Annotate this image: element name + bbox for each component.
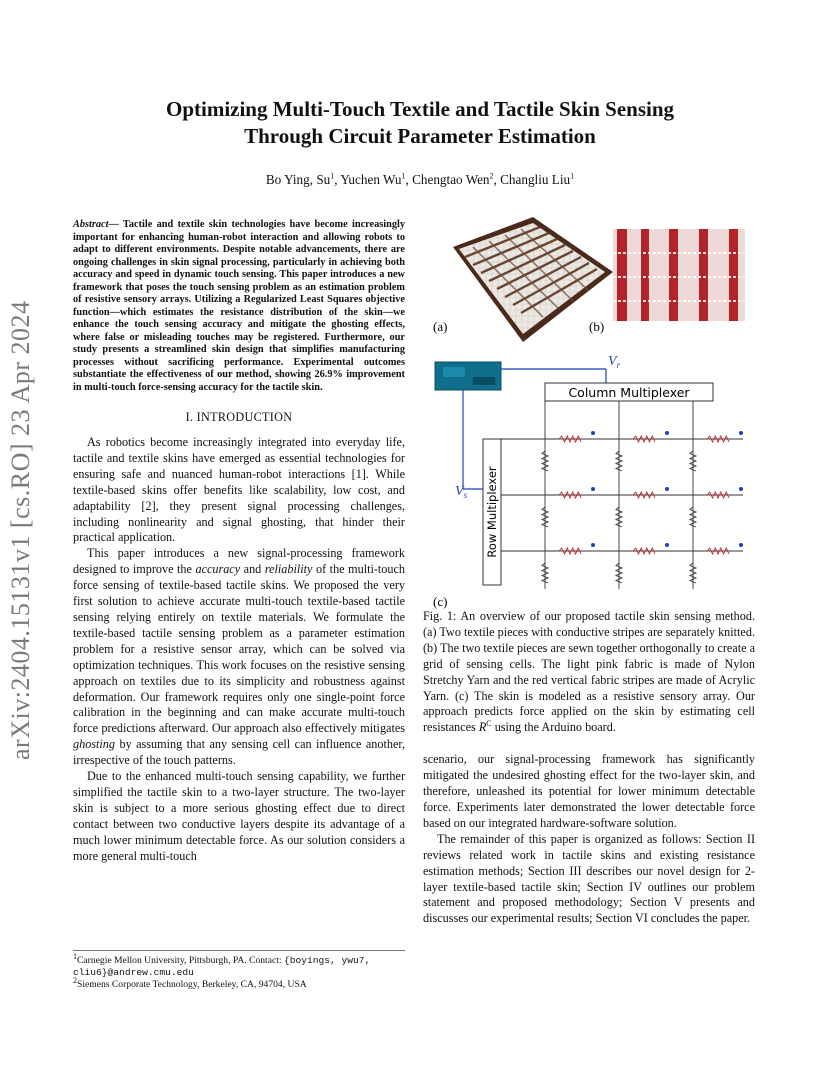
footnote-2: $^2$Siemens Corporate Technology, Berkeley, CA, 94704, USA <box>73 975 307 990</box>
node-dot <box>591 543 595 547</box>
row-multiplexer-label: Row Multiplexer <box>485 466 499 558</box>
affiliation-mark: 2 <box>489 171 494 181</box>
node-dot <box>739 543 743 547</box>
footnotes <box>73 950 405 991</box>
node-dot <box>665 543 669 547</box>
resistor-grid <box>501 401 743 589</box>
figure-caption: Fig. 1: An overview of our proposed tactile skin sensing method. (a) Two textile pieces with conductive stripes are separately knitted. (b) The two textile pieces are sewn together orthogonally to create a grid of sensing cells. The light pink fabric is made of Nylon Stretchy Yarn and the red vertical fabric stripes are made of Acrylic Yarn. (c) The skin is modeled as a resistive sensory array. Our approach predicts force applied on the skin by estimating cell resistances $R^C$ using the Arduino board. <box>423 609 755 735</box>
footnote-1: $^1$Carnegie Mellon University, Pittsburgh, PA. Contact: {boyings, ywu7, cliu6}@andrew.cmu.edu <box>73 951 371 978</box>
vs-symbol: $V_s$ <box>455 484 468 500</box>
paper-title <box>100 96 740 150</box>
affiliation-mark: 1 <box>330 171 335 181</box>
label-a: (a) <box>433 319 448 334</box>
abstract-lead: Abstract <box>73 219 109 230</box>
figure-1-graphic <box>423 217 755 609</box>
intro-paragraph-3: Due to the enhanced multi-touch sensing capability, we further simplified the tactile skin to a two-layer structure. The two-layer skin is subject to a more serious ghosting effect due to direct contact between two conductive layers despite its advantage of a much lower minimum detectable force. As our solution considers a more general multi-touch <box>73 769 405 863</box>
title-line-2: Through Circuit Parameter Estimation <box>244 124 596 148</box>
abstract-body: — Tactile and textile skin technologies have become increasingly important for enhancing human-robot interaction and allowing robots to adapt to different environments. Despite notable advancements, there are ongoing challenges in skin signal processing, particularly in achieving both accuracy and speed in dynamic touch sensing. This paper introduces a new framework that poses the touch sensing problem as an estimation problem of resistive sensory arrays. Utilizing a Regularized Least Squares objective function—which estimates the resistance distribution of the skin—we enhance the touch sensing accuracy and mitigate the ghosting effects, where false or misleading touches may be registered. Furthermore, our study presents a streamlined skin design that simplifies manufacturing processes without sacrificing performance. Experimental outcomes substantiate the effectiveness of our method, showing 26.9% improvement in multi-touch force-sensing accuracy for the tactile skin. <box>73 219 405 393</box>
right-paragraph-2: The remainder of this paper is organized as follows: Section II reviews related work in tactile skins and existing resistance estimation methods; Section III describes our novel design for 2-layer textile-based tactile skin; Section IV outlines our problem statement and proposed methodology; Section V presents and discusses our experimental results; Section VI concludes the paper. <box>423 831 755 926</box>
intro-paragraph-2: This paper introduces a new signal-processing framework designed to improve the accuracy and reliability of the multi-touch force sensing of textile-based tactile skins. We proposed the very first solution to achieve accurate multi-touch textile-based tactile sensing relying entirely on textile materials. We formulate the textile-based tactile sensing problem as a parameter estimation problem for a resistive sensor array, which can be solved via optimization techniques. This work focuses on the resistive sensing approach on textiles due to its simplicity and robustness against deformation. Our framework requires only one single-point force calibration in the beginning and can make accurate multi-touch force predictions afterward. Our approach also effectively mitigates ghosting by assuming that any sensing cell can influence another, irrespective of the touch patterns. <box>73 546 405 768</box>
author: Yuchen Wu <box>340 172 402 187</box>
node-dot <box>739 431 743 435</box>
author: Chengtao Wen <box>412 172 490 187</box>
right-paragraph-1: scenario, our signal-processing framework has significantly mitigated the undesired ghosting effect for the two-layer skin, and therefore, unleashed its potential for lower minimum detectable force. Experiments later demonstrated the lower detectable force based on our integrated hardware-software solution. <box>423 752 755 830</box>
author-list: Bo Ying, Su$^1$, Yuchen Wu$^1$, Chengtao Wen$^2$, Changliu Liu$^1$ <box>265 171 575 187</box>
affiliation-mark: 1 <box>401 171 406 181</box>
vr-symbol: $V_r$ <box>608 354 621 370</box>
label-c: (c) <box>433 594 448 609</box>
arduino-board-icon <box>435 362 501 390</box>
node-dot <box>591 431 595 435</box>
title-line-1: Optimizing Multi-Touch Textile and Tactile Skin Sensing <box>165 97 675 121</box>
label-b: (b) <box>589 319 605 334</box>
abstract <box>73 219 405 394</box>
figure-1 <box>423 217 755 607</box>
section-heading-introduction: I. INTRODUCTION <box>185 410 293 424</box>
node-dot <box>665 487 669 491</box>
left-column <box>73 219 405 864</box>
node-dot <box>665 431 669 435</box>
textile-photo-b <box>613 229 745 321</box>
intro-paragraph-1: As robotics become increasingly integrated into everyday life, tactile and textile skins have emerged as essential technologies for ensuring safe and nuanced human-robot interactions [1]. While textile-based skins offer benefits like scalability, low cost, and adaptability [2], they present signal processing challenges, including nonlinearity and signal ghosting, that hinder their practical application. <box>73 435 405 545</box>
author: Bo Ying, Su <box>265 172 331 187</box>
node-dot <box>739 487 743 491</box>
author: Changliu Liu <box>500 172 571 187</box>
affiliation-mark: 1 <box>570 171 575 181</box>
column-multiplexer-label: Column Multiplexer <box>568 385 690 400</box>
arxiv-identifier: arXiv:2404.15131v1 [cs.RO] 23 Apr 2024 <box>6 300 35 760</box>
node-dot <box>591 487 595 491</box>
contact-emails: {boyings, ywu7, cliu6}@andrew.cmu.edu <box>73 955 371 978</box>
right-column <box>423 217 755 927</box>
